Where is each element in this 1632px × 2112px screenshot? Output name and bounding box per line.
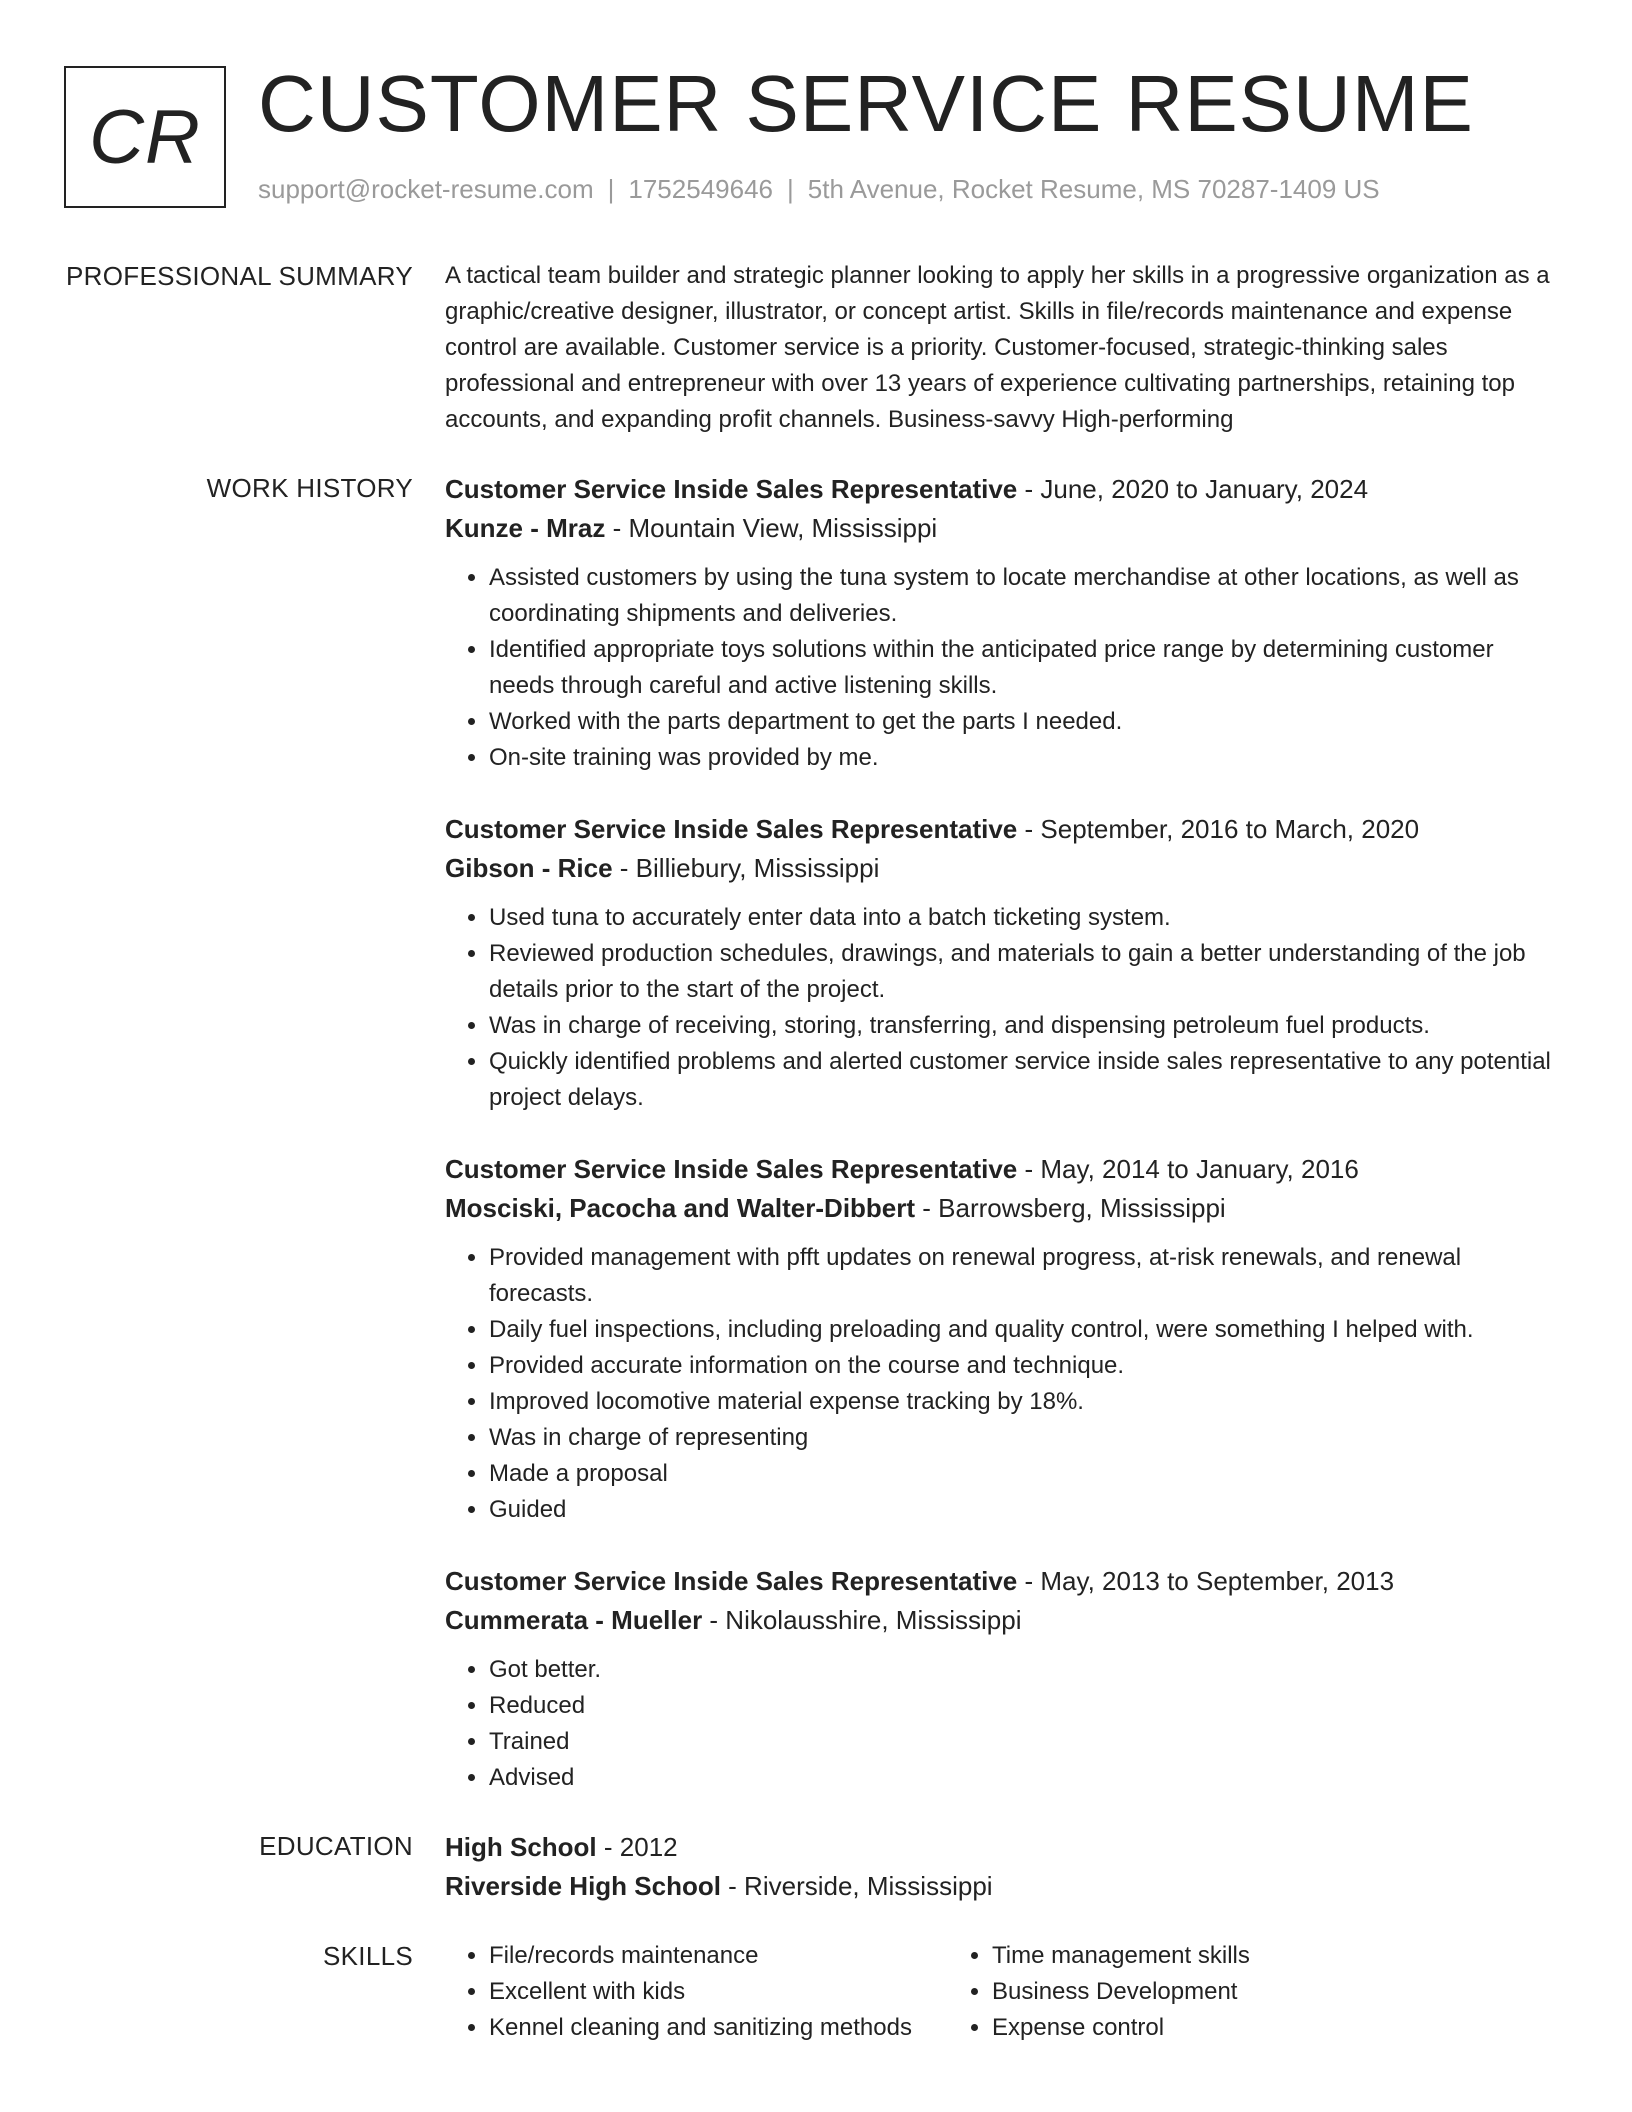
job-company: Kunze - Mraz [445,513,606,543]
section-label-education: EDUCATION [259,1831,413,1861]
job-company: Cummerata - Mueller [445,1605,703,1635]
job-location: - Billiebury, Mississippi [612,853,880,883]
job-dates: - September, 2016 to March, 2020 [1017,814,1420,844]
job-bullet: • Was in charge of representing [489,1420,1560,1456]
job-dates: - May, 2013 to September, 2013 [1017,1566,1395,1596]
job-bullet: • Provided accurate information on the course and technique. [489,1348,1560,1384]
job-title: Customer Service Inside Sales Representative [445,1154,1018,1184]
job-dates: - June, 2020 to January, 2024 [1017,474,1369,504]
job-entry [445,810,1560,1116]
job-company: Gibson - Rice [445,853,613,883]
education-school: Riverside High School [445,1871,721,1901]
job-bullet: • Guided [489,1492,1560,1528]
skills-list-left [445,1938,948,2046]
job-title-line [445,470,1560,509]
job-company-line [445,849,1560,888]
job-bullet-list [445,1240,1560,1528]
job-bullet: • Provided management with pfft updates on renewal progress, at-risk renewals, and renewal forecasts. [489,1240,1560,1312]
section-label-work-history: WORK HISTORY [206,473,413,503]
job-location: - Mountain View, Mississippi [605,513,938,543]
job-title-line [445,810,1560,849]
job-entry [445,1562,1560,1796]
job-bullet: • Made a proposal [489,1456,1560,1492]
job-bullet: • Reduced [489,1688,1560,1724]
job-location: - Barrowsberg, Mississippi [915,1193,1226,1223]
contact-line [258,172,1380,206]
job-bullet: • Got better. [489,1652,1560,1688]
summary-text: A tactical team builder and strategic planner looking to apply her skills in a progressive organization as a graphic/creative designer, illustrator, or concept artist. Skills in file/records maintenance and expense control are available. Customer service is a priority. Customer-focused, strategic-thinking sales professional and entrepreneur with over 13 years of experience cultivating partnerships, retaining top accounts, and expanding profit channels. Business-savvy High-performing [445,262,1550,433]
contact-separator: | [787,174,794,204]
education-year: - 2012 [596,1832,678,1862]
job-bullet: • Improved locomotive material expense tracking by 18%. [489,1384,1560,1420]
job-company-line [445,1189,1560,1228]
monogram-initials: CR [89,94,201,180]
skill-item: • Expense control [992,2010,1451,2046]
job-entry [445,470,1560,776]
contact-phone: 1752549646 [628,174,773,204]
job-title: Customer Service Inside Sales Representative [445,1566,1018,1596]
contact-email: support@rocket-resume.com [258,174,594,204]
skill-item: • Time management skills [992,1938,1451,1974]
work-history-list [445,470,1560,1830]
job-bullet: • Was in charge of receiving, storing, transferring, and dispensing petroleum fuel products. [489,1008,1560,1044]
education-degree: High School [445,1832,597,1862]
job-bullet: • Trained [489,1724,1560,1760]
job-bullet: • On-site training was provided by me. [489,740,1560,776]
job-bullet: • Quickly identified problems and alerted customer service inside sales representative to any potential project delays. [489,1044,1560,1116]
job-company: Mosciski, Pacocha and Walter-Dibbert [445,1193,916,1223]
job-title-line [445,1562,1560,1601]
job-bullet-list [445,560,1560,776]
skill-item: • Business Development [992,1974,1451,2010]
monogram-box [64,66,226,208]
skills-list-right [948,1938,1451,2046]
job-bullet-list [445,900,1560,1116]
contact-address: 5th Avenue, Rocket Resume, MS 70287-1409 US [807,174,1380,204]
job-bullet: • Used tuna to accurately enter data into a batch ticketing system. [489,900,1560,936]
job-title: Customer Service Inside Sales Representative [445,814,1018,844]
job-bullet: • Assisted customers by using the tuna system to locate merchandise at other locations, as well as coordinating shipments and deliveries. [489,560,1560,632]
section-label-summary: PROFESSIONAL SUMMARY [66,261,413,291]
section-label-skills: SKILLS [323,1941,413,1971]
education-degree-line [445,1828,1560,1867]
job-title-line [445,1150,1560,1189]
job-bullet: • Advised [489,1760,1560,1796]
education-location: - Riverside, Mississippi [720,1871,993,1901]
job-bullet: • Identified appropriate toys solutions within the anticipated price range by determining customer needs through careful and active listening skills. [489,632,1560,704]
job-entry [445,1150,1560,1528]
contact-separator: | [607,174,615,204]
job-bullet: • Worked with the parts department to get the parts I needed. [489,704,1560,740]
job-bullet: • Reviewed production schedules, drawings, and materials to gain a better understanding of the job details prior to the start of the project. [489,936,1560,1008]
education-school-line [445,1867,1560,1906]
skill-item: • File/records maintenance [489,1938,948,1974]
job-company-line [445,1601,1560,1640]
job-bullet-list [445,1652,1560,1796]
job-title: Customer Service Inside Sales Representative [445,474,1018,504]
job-location: - Nikolausshire, Mississippi [702,1605,1022,1635]
job-bullet: • Daily fuel inspections, including preloading and quality control, were something I helped with. [489,1312,1560,1348]
skill-item: • Kennel cleaning and sanitizing methods [489,2010,948,2046]
job-dates: - May, 2014 to January, 2016 [1017,1154,1359,1184]
job-company-line [445,509,1560,548]
skill-item: • Excellent with kids [489,1974,948,2010]
resume-title: CUSTOMER SERVICE RESUME [258,59,1474,148]
